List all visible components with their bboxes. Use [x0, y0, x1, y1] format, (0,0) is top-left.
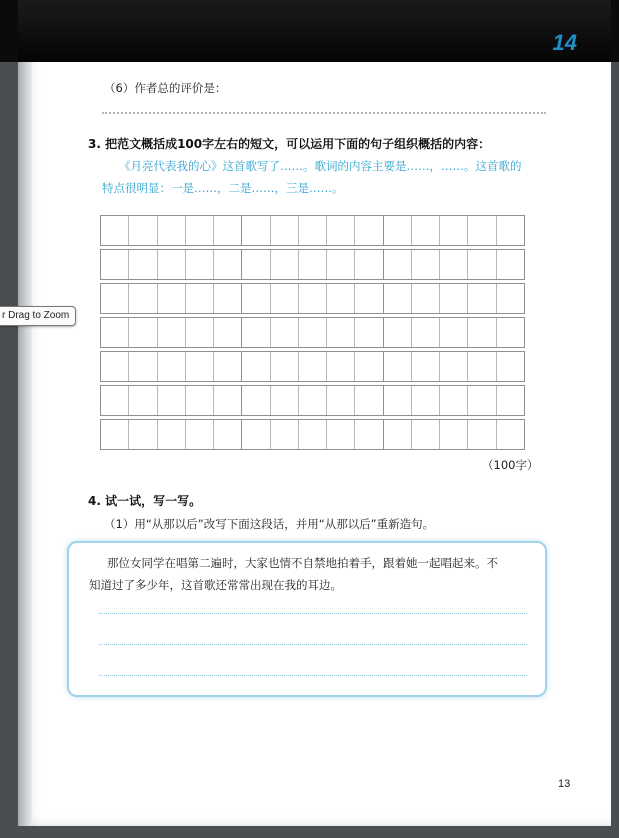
- question-3-heading: 3. 把范文概括成100字左右的短文，可以运用下面的句子组织概括的内容：: [88, 137, 491, 151]
- writing-grid-cell[interactable]: [129, 352, 157, 381]
- writing-grid-cell[interactable]: [214, 284, 242, 313]
- writing-grid-cell[interactable]: [497, 352, 524, 381]
- writing-grid-cell[interactable]: [440, 420, 468, 449]
- writing-grid-cell[interactable]: [214, 420, 242, 449]
- answer-line: [102, 112, 546, 114]
- writing-grid-row: [100, 283, 525, 314]
- writing-grid-cell[interactable]: [299, 386, 327, 415]
- writing-grid-cell[interactable]: [299, 318, 327, 347]
- writing-grid-cell[interactable]: [158, 420, 186, 449]
- word-count-note: （100字）: [482, 458, 539, 472]
- writing-grid-cell[interactable]: [158, 318, 186, 347]
- writing-grid-cell[interactable]: [440, 250, 468, 279]
- writing-grid-cell[interactable]: [186, 216, 214, 245]
- writing-grid-cell[interactable]: [327, 318, 355, 347]
- writing-grid-row: [100, 351, 525, 382]
- page-gutter-shadow: [18, 62, 32, 826]
- writing-grid-cell[interactable]: [242, 284, 270, 313]
- question-4-heading: 4. 试一试，写一写。: [88, 494, 202, 508]
- writing-grid-cell[interactable]: [384, 250, 412, 279]
- writing-grid-cell[interactable]: [271, 420, 299, 449]
- writing-grid-cell[interactable]: [384, 318, 412, 347]
- writing-grid-cell[interactable]: [271, 216, 299, 245]
- writing-grid-row: [100, 419, 525, 450]
- writing-grid-cell[interactable]: [186, 386, 214, 415]
- writing-grid-cell[interactable]: [384, 352, 412, 381]
- writing-grid-cell[interactable]: [440, 284, 468, 313]
- writing-grid-cell[interactable]: [384, 420, 412, 449]
- writing-grid-cell[interactable]: [242, 216, 270, 245]
- writing-grid-row: [100, 249, 525, 280]
- answer-line: [99, 675, 527, 676]
- writing-grid-cell[interactable]: [412, 352, 440, 381]
- writing-grid-cell[interactable]: [412, 420, 440, 449]
- writing-grid-cell[interactable]: [384, 284, 412, 313]
- writing-grid-cell[interactable]: [271, 250, 299, 279]
- writing-grid-cell[interactable]: [384, 216, 412, 245]
- writing-grid-cell[interactable]: [497, 284, 524, 313]
- writing-grid-cell[interactable]: [412, 386, 440, 415]
- writing-grid-cell[interactable]: [158, 352, 186, 381]
- writing-grid-cell[interactable]: [355, 386, 383, 415]
- writing-grid-row: [100, 385, 525, 416]
- writing-grid-cell[interactable]: [242, 386, 270, 415]
- writing-grid-cell[interactable]: [101, 386, 129, 415]
- textbook-page: [18, 0, 611, 826]
- writing-grid-cell[interactable]: [214, 318, 242, 347]
- writing-grid-cell[interactable]: [158, 284, 186, 313]
- writing-grid-cell[interactable]: [271, 386, 299, 415]
- writing-grid-row: [100, 215, 525, 246]
- writing-grid-cell[interactable]: [101, 318, 129, 347]
- writing-grid-cell[interactable]: [412, 250, 440, 279]
- zoom-hint-tooltip: r Drag to Zoom: [0, 306, 76, 326]
- writing-grid-cell[interactable]: [101, 284, 129, 313]
- writing-grid-cell[interactable]: [497, 250, 524, 279]
- writing-grid-cell[interactable]: [497, 420, 524, 449]
- writing-grid-cell[interactable]: [242, 420, 270, 449]
- writing-grid-cell[interactable]: [497, 386, 524, 415]
- question-4-sub-1-label: （1）用“从那以后”改写下面这段话，并用“从那以后”重新造句。: [104, 517, 435, 531]
- writing-grid-cell[interactable]: [242, 318, 270, 347]
- writing-grid-cell[interactable]: [327, 284, 355, 313]
- writing-grid-cell[interactable]: [186, 318, 214, 347]
- page-number: 13: [558, 778, 571, 790]
- writing-grid-cell[interactable]: [214, 250, 242, 279]
- writing-grid-cell[interactable]: [101, 250, 129, 279]
- writing-grid-cell[interactable]: [129, 284, 157, 313]
- writing-grid-cell[interactable]: [327, 216, 355, 245]
- writing-grid-cell[interactable]: [271, 284, 299, 313]
- writing-grid-cell[interactable]: [355, 420, 383, 449]
- writing-grid-cell[interactable]: [158, 250, 186, 279]
- writing-grid-cell[interactable]: [497, 216, 524, 245]
- writing-grid-cell[interactable]: [186, 250, 214, 279]
- writing-grid-cell[interactable]: [497, 318, 524, 347]
- passage-line-1: 那位女同学在唱第二遍时，大家也情不自禁地拍着手，跟着她一起唱起来。不: [107, 556, 498, 570]
- writing-grid-cell[interactable]: [129, 420, 157, 449]
- writing-grid-cell[interactable]: [129, 386, 157, 415]
- writing-grid-cell[interactable]: [412, 216, 440, 245]
- page-header-band: [18, 0, 611, 62]
- writing-grid-cell[interactable]: [440, 386, 468, 415]
- writing-grid-cell[interactable]: [412, 284, 440, 313]
- writing-grid-cell[interactable]: [158, 216, 186, 245]
- writing-grid-cell[interactable]: [186, 284, 214, 313]
- writing-grid-cell[interactable]: [129, 250, 157, 279]
- passage-box: [67, 541, 547, 697]
- writing-grid-cell[interactable]: [327, 250, 355, 279]
- writing-grid-cell[interactable]: [271, 318, 299, 347]
- writing-grid-cell[interactable]: [271, 352, 299, 381]
- writing-grid-cell[interactable]: [440, 216, 468, 245]
- writing-grid-cell[interactable]: [101, 352, 129, 381]
- writing-grid-cell[interactable]: [214, 216, 242, 245]
- writing-grid-cell[interactable]: [129, 216, 157, 245]
- writing-grid-cell[interactable]: [299, 420, 327, 449]
- writing-grid-cell[interactable]: [186, 352, 214, 381]
- writing-grid-cell[interactable]: [440, 352, 468, 381]
- writing-grid-cell[interactable]: [101, 216, 129, 245]
- writing-grid-cell[interactable]: [242, 250, 270, 279]
- writing-grid-cell[interactable]: [355, 284, 383, 313]
- writing-grid-cell[interactable]: [327, 386, 355, 415]
- writing-grid-cell[interactable]: [242, 352, 270, 381]
- writing-grid-cell[interactable]: [355, 250, 383, 279]
- writing-grid-cell[interactable]: [299, 352, 327, 381]
- passage-line-2: 知道过了多少年，这首歌还常常出现在我的耳边。: [89, 578, 342, 592]
- writing-grid-cell[interactable]: [440, 318, 468, 347]
- writing-grid-cell[interactable]: [214, 386, 242, 415]
- writing-grid-cell[interactable]: [355, 318, 383, 347]
- writing-grid-cell[interactable]: [299, 250, 327, 279]
- question-3-hint-line-1: 《月亮代表我的心》这首歌写了……。歌词的内容主要是……，……。这首歌的: [119, 159, 522, 173]
- writing-grid-cell[interactable]: [468, 352, 496, 381]
- writing-grid-cell[interactable]: [327, 420, 355, 449]
- answer-line: [99, 613, 527, 614]
- writing-grid-cell[interactable]: [214, 352, 242, 381]
- question-3-hint-line-2: 特点很明显：一是……，二是……，三是……。: [102, 181, 344, 195]
- writing-grid-cell[interactable]: [468, 420, 496, 449]
- chapter-number: 14: [552, 30, 577, 55]
- writing-grid-cell[interactable]: [129, 318, 157, 347]
- writing-grid-cell[interactable]: [468, 250, 496, 279]
- writing-grid-row: [100, 317, 525, 348]
- writing-grid-cell[interactable]: [355, 352, 383, 381]
- writing-grid-cell[interactable]: [327, 352, 355, 381]
- writing-grid-cell[interactable]: [468, 216, 496, 245]
- writing-grid-cell[interactable]: [186, 420, 214, 449]
- writing-grid-cell[interactable]: [101, 420, 129, 449]
- writing-grid-cell[interactable]: [384, 386, 412, 415]
- writing-grid-cell[interactable]: [355, 216, 383, 245]
- answer-line: [99, 644, 527, 645]
- writing-grid-cell[interactable]: [468, 318, 496, 347]
- writing-grid-cell[interactable]: [299, 284, 327, 313]
- writing-grid-cell[interactable]: [468, 284, 496, 313]
- question-6-label: （6）作者总的评价是：: [104, 81, 227, 95]
- writing-grid-cell[interactable]: [299, 216, 327, 245]
- writing-grid-cell[interactable]: [158, 386, 186, 415]
- writing-grid-cell[interactable]: [468, 386, 496, 415]
- writing-grid-cell[interactable]: [412, 318, 440, 347]
